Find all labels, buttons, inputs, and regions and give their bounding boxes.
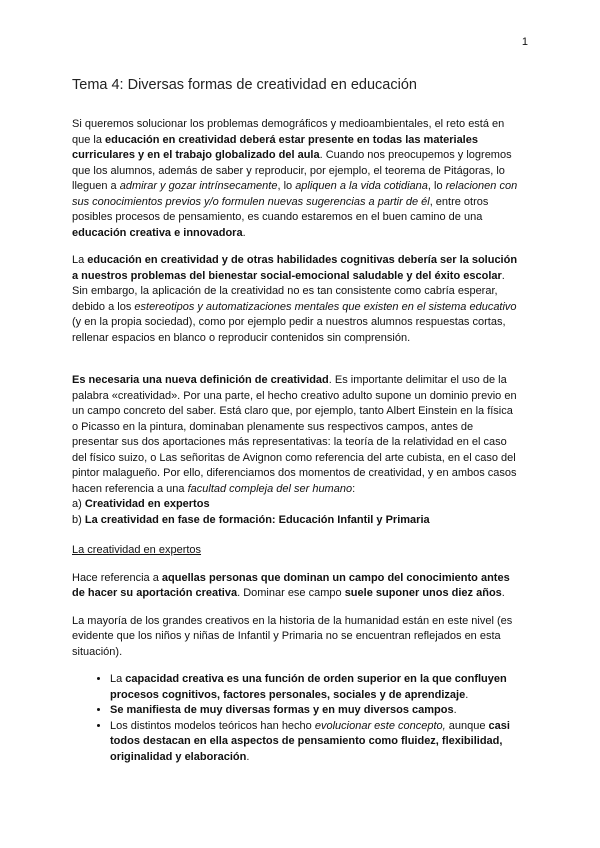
paragraph-education xyxy=(72,253,522,346)
section-subheading: La creatividad en expertos xyxy=(72,544,202,556)
paragraph-intro xyxy=(72,117,522,241)
page-number: 1 xyxy=(521,36,528,48)
bullet-item xyxy=(110,703,522,719)
text-run: La xyxy=(110,673,126,685)
list-label: Creatividad en expertos xyxy=(84,498,210,510)
bullet-item xyxy=(110,719,522,766)
bold-run: aquellas personas que dominan un campo del conocimiento antes de hacer su aportación creativa xyxy=(72,571,510,599)
list-label: La creatividad en fase de formación: Educación Infantil y Primaria xyxy=(84,513,430,526)
list-item-b xyxy=(72,513,522,529)
paragraph-experts xyxy=(72,571,522,602)
text-run: (y en la propia sociedad), como por ejemplo pedir a nuestros alumnos respuestas cortas, rellenar espacios en blanco o reproducir contenidos sin comprensión. xyxy=(72,316,506,344)
italic-run: admirar y gozar intrínsecamente xyxy=(119,180,278,192)
text-run: . xyxy=(246,750,250,763)
italic-run: evolucionar este concepto, xyxy=(314,719,446,732)
paragraph-history: La mayoría de los grandes creativos en la historia de la humanidad están en este nivel (es evidente que los niños y niñas de Infantil y Primaria no se encuentran reflejados en esta situación). xyxy=(72,614,513,658)
text-run: , lo xyxy=(277,180,296,192)
bold-run: casi todos destacan en ella aspectos de pensamiento como fluidez, flexibilidad, originalidad y elaboración xyxy=(110,719,510,763)
text-run: . xyxy=(453,704,457,716)
text-run: Hace referencia a xyxy=(72,571,162,584)
list-item-a xyxy=(72,497,522,513)
text-run: aunque xyxy=(445,719,489,732)
bold-run: suele suponer unos diez años xyxy=(344,587,502,599)
bold-run: Es necesaria una nueva definición de creatividad xyxy=(72,374,329,386)
paragraph-definition xyxy=(72,373,522,497)
text-run: . Dominar ese campo xyxy=(237,587,345,599)
italic-run: estereotipos y automatizaciones mentales que existen en el sistema educativo xyxy=(134,300,517,313)
text-run: . Cuando nos preocupemos y logremos que los alumnos, además de saber y reproducir, por ejemplo, el teorema de Pitágoras, lo lleguen a xyxy=(72,149,512,192)
text-run: Si queremos solucionar los problemas demográficos y medioambientales, el reto está en que la xyxy=(72,118,505,146)
list-prefix: b) xyxy=(72,513,85,526)
text-run: . Sin embargo, la aplicación de la creatividad no es tan consistente como cabría esperar, debido a los xyxy=(72,269,505,313)
italic-run: apliquen a la vida cotidiana xyxy=(295,180,428,192)
text-run: : xyxy=(352,482,356,495)
text-run: . xyxy=(465,688,469,701)
bold-run: capacidad creativa es una función de orden superior en la que confluyen procesos cognitivos, factores personales, sociales y de aprendizaje xyxy=(110,673,507,701)
text-run: , lo xyxy=(427,180,446,192)
text-run: . xyxy=(501,587,505,599)
bold-run: educación en creatividad deberá estar presente en todas las materiales curriculares y en el trabajo globalizado del aula xyxy=(72,133,478,161)
text-run: . xyxy=(242,226,246,239)
text-run: , entre otros posibles procesos de pensamiento, es cuando estaremos en el buen camino de una xyxy=(72,195,489,223)
page-title: Tema 4: Diversas formas de creatividad en educación xyxy=(72,77,417,93)
text-run: Los distintos modelos teóricos han hecho xyxy=(110,719,315,732)
bullet-list xyxy=(72,672,522,765)
text-run: La xyxy=(72,254,88,266)
bullet-item xyxy=(110,672,522,703)
bold-run: Se manifiesta de muy diversas formas y en muy diversos campos xyxy=(110,704,454,716)
list-prefix: a) xyxy=(72,498,85,510)
bold-run: educación creativa e innovadora xyxy=(72,226,243,239)
document-body xyxy=(72,76,522,765)
bold-run: educación en creatividad y de otras habilidades cognitivas debería ser la solución a nuestros problemas del bienestar social-emocional saludable y del éxito escolar xyxy=(72,254,518,282)
text-run: . Es importante delimitar el uso de la palabra «creatividad». Por una parte, el hecho creativo adulto supone un dominio previo en un campo concreto del saber. Está claro que, por ejemplo, tanto Albert Einstein en la física o Picasso en la pintura, dominaban plenamente sus respectivos campos, antes de presentar sus dos aportaciones más representativas: la teoría de la relatividad en el caso del físico suizo, o Las señoritas de Avignon como referencia del arte cubista, en el caso del pintor malagueño. Por ello, diferenciamos dos momentos de creatividad, y en ambos casos hacen referencia a una xyxy=(72,374,517,495)
italic-run: relacionen con sus conocimientos previos y/o formulen nuevas sugerencias a partir de él xyxy=(72,180,518,208)
italic-run: facultad compleja del ser humano xyxy=(187,482,353,495)
